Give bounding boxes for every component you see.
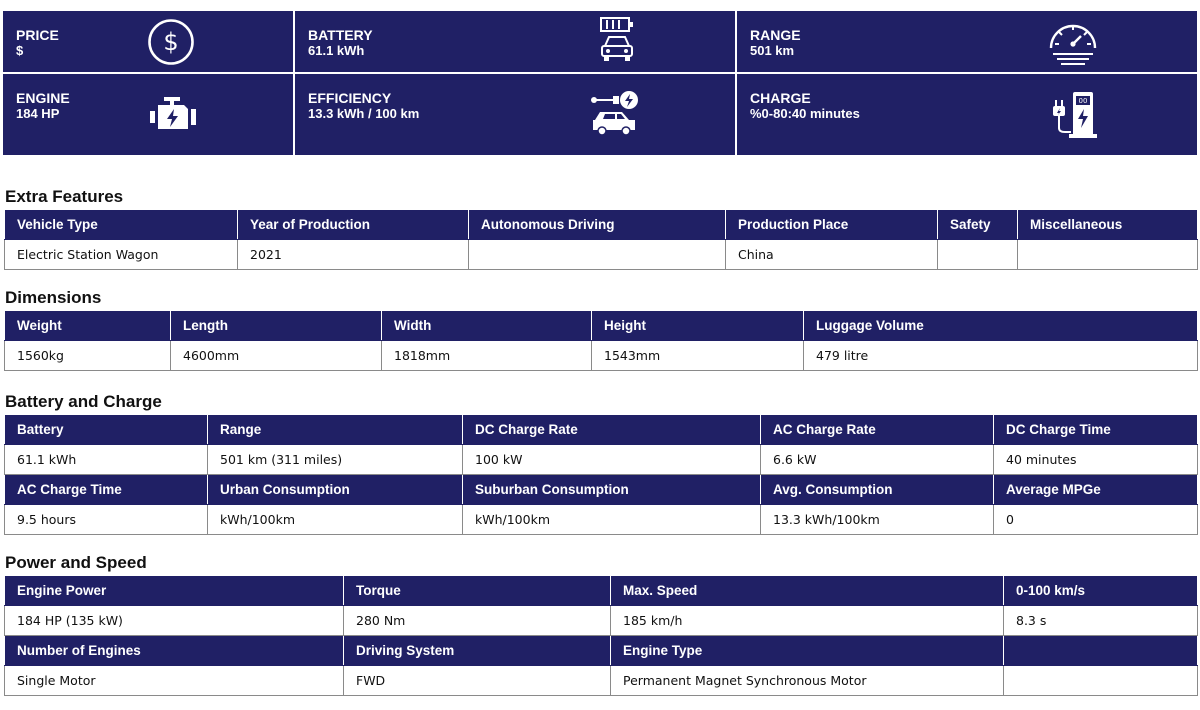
dimensions-table xyxy=(4,310,1198,371)
table-row xyxy=(5,445,1198,475)
header-empty xyxy=(1004,636,1198,666)
header-width: Width xyxy=(382,311,592,341)
price-label: PRICE xyxy=(16,27,59,43)
charging-station-icon xyxy=(1049,88,1099,140)
engine-label: ENGINE xyxy=(16,90,70,106)
value-vehicle-type: Electric Station Wagon xyxy=(5,240,238,270)
dollar-coin-icon xyxy=(147,18,195,66)
table-row xyxy=(5,240,1198,270)
header-luggage-volume: Luggage Volume xyxy=(804,311,1198,341)
table-header-row xyxy=(5,576,1198,606)
value-weight: 1560kg xyxy=(5,341,171,371)
value-engine-type: Permanent Magnet Synchronous Motor xyxy=(611,666,1004,696)
car-battery-icon xyxy=(597,16,637,68)
value-safety xyxy=(938,240,1018,270)
value-miscellaneous xyxy=(1018,240,1198,270)
value-ac-charge-rate: 6.6 kW xyxy=(761,445,994,475)
engine-icon xyxy=(148,95,198,135)
efficiency-label: EFFICIENCY xyxy=(308,90,392,106)
value-range: 501 km (311 miles) xyxy=(208,445,463,475)
value-battery: 61.1 kWh xyxy=(5,445,208,475)
efficiency-value: 13.3 kWh / 100 km xyxy=(308,106,420,121)
table-row xyxy=(5,666,1198,696)
table-header-row xyxy=(5,210,1198,240)
value-average-mpge: 0 xyxy=(994,505,1198,535)
header-ac-charge-rate: AC Charge Rate xyxy=(761,415,994,445)
table-header-row xyxy=(5,415,1198,445)
header-miscellaneous: Miscellaneous xyxy=(1018,210,1198,240)
value-height: 1543mm xyxy=(592,341,804,371)
price-value: $ xyxy=(16,43,24,58)
value-dc-charge-time: 40 minutes xyxy=(994,445,1198,475)
battery-charge-table xyxy=(4,414,1198,535)
header-dc-charge-time: DC Charge Time xyxy=(994,415,1198,445)
table-row xyxy=(5,606,1198,636)
dimensions-title: Dimensions xyxy=(5,288,102,307)
value-suburban-consumption: kWh/100km xyxy=(463,505,761,535)
svg-text:$: $ xyxy=(163,28,179,56)
header-urban-consumption: Urban Consumption xyxy=(208,475,463,505)
summary-panel xyxy=(3,11,1197,155)
charge-value: %0-80:40 minutes xyxy=(750,106,860,121)
value-driving-system: FWD xyxy=(344,666,611,696)
engine-tile xyxy=(3,74,293,155)
header-number-of-engines: Number of Engines xyxy=(5,636,344,666)
engine-value: 184 HP xyxy=(16,106,60,121)
extra-features-title: Extra Features xyxy=(5,187,124,206)
table-header-row xyxy=(5,311,1198,341)
power-speed-table xyxy=(4,575,1198,696)
header-height: Height xyxy=(592,311,804,341)
value-acceleration: 8.3 s xyxy=(1004,606,1198,636)
value-max-speed: 185 km/h xyxy=(611,606,1004,636)
value-empty xyxy=(1004,666,1198,696)
header-length: Length xyxy=(171,311,382,341)
charge-tile xyxy=(737,74,1197,155)
range-label: RANGE xyxy=(750,27,801,43)
extra-features-table xyxy=(4,209,1198,270)
header-production-place: Production Place xyxy=(726,210,938,240)
header-ac-charge-time: AC Charge Time xyxy=(5,475,208,505)
table-header-row xyxy=(5,636,1198,666)
header-engine-power: Engine Power xyxy=(5,576,344,606)
value-engine-power: 184 HP (135 kW) xyxy=(5,606,344,636)
header-suburban-consumption: Suburban Consumption xyxy=(463,475,761,505)
table-row xyxy=(5,505,1198,535)
header-autonomous-driving: Autonomous Driving xyxy=(469,210,726,240)
header-year-of-production: Year of Production xyxy=(238,210,469,240)
value-autonomous-driving xyxy=(469,240,726,270)
value-luggage-volume: 479 litre xyxy=(804,341,1198,371)
value-torque: 280 Nm xyxy=(344,606,611,636)
car-charging-plug-icon xyxy=(589,88,641,138)
header-range: Range xyxy=(208,415,463,445)
price-tile xyxy=(3,11,293,72)
header-driving-system: Driving System xyxy=(344,636,611,666)
speedometer-icon xyxy=(1047,16,1099,68)
battery-label: BATTERY xyxy=(308,27,373,43)
table-row xyxy=(5,341,1198,371)
value-year-of-production: 2021 xyxy=(238,240,469,270)
range-value: 501 km xyxy=(750,43,795,58)
value-ac-charge-time: 9.5 hours xyxy=(5,505,208,535)
range-tile xyxy=(737,11,1197,72)
header-average-mpge: Average MPGe xyxy=(994,475,1198,505)
header-acceleration: 0-100 km/s xyxy=(1004,576,1198,606)
battery-tile xyxy=(295,11,735,72)
header-torque: Torque xyxy=(344,576,611,606)
svg-text:00: 00 xyxy=(1078,97,1088,105)
header-safety: Safety xyxy=(938,210,1018,240)
value-length: 4600mm xyxy=(171,341,382,371)
value-dc-charge-rate: 100 kW xyxy=(463,445,761,475)
battery-charge-title: Battery and Charge xyxy=(5,392,162,411)
charge-label: CHARGE xyxy=(750,90,811,106)
battery-value: 61.1 kWh xyxy=(308,43,365,58)
header-max-speed: Max. Speed xyxy=(611,576,1004,606)
power-speed-title: Power and Speed xyxy=(5,553,147,572)
header-dc-charge-rate: DC Charge Rate xyxy=(463,415,761,445)
header-vehicle-type: Vehicle Type xyxy=(5,210,238,240)
header-weight: Weight xyxy=(5,311,171,341)
table-header-row xyxy=(5,475,1198,505)
value-avg-consumption: 13.3 kWh/100km xyxy=(761,505,994,535)
value-production-place: China xyxy=(726,240,938,270)
header-battery: Battery xyxy=(5,415,208,445)
value-urban-consumption: kWh/100km xyxy=(208,505,463,535)
value-width: 1818mm xyxy=(382,341,592,371)
header-avg-consumption: Avg. Consumption xyxy=(761,475,994,505)
efficiency-tile xyxy=(295,74,735,155)
value-number-of-engines: Single Motor xyxy=(5,666,344,696)
header-engine-type: Engine Type xyxy=(611,636,1004,666)
